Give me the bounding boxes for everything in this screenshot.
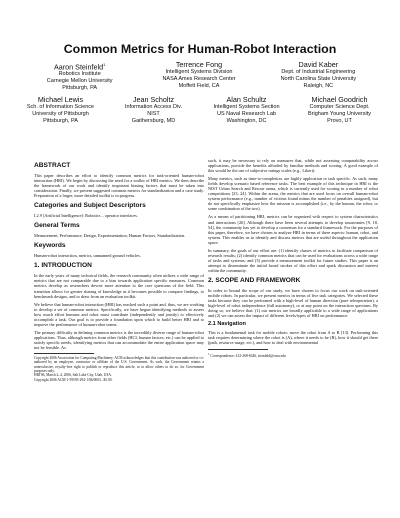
scope-paragraph: In order to bound the scope of our study, we have chosen to focus our work on task-oriented mobile robots. In particular, we present metrics in terms of five task categories. We selected these tasks because they can be performed with a high-level of human direction (pure teleoperation), a high-level of robot independence (full autonomy), or at any point on the interaction spectrum. By doing so, we believe that: (1) our metrics are broadly applicable to a wide range of applications and (2) we can assess the impact of different levels/types of HRI on performance. xyxy=(208,287,378,319)
author-row-1 xyxy=(0,60,400,92)
author-fong xyxy=(139,60,258,92)
categories-heading: Categories and Subject Descriptors xyxy=(34,202,146,210)
author-row-2 xyxy=(0,95,400,125)
navigation-heading: 2.1 Navigation xyxy=(208,321,246,328)
author-affiliation: Information Access Div. xyxy=(124,104,183,111)
author-steinfeld xyxy=(20,60,139,92)
abstract-heading: ABSTRACT xyxy=(34,162,71,169)
permission-notice: Copyright 2006 Association for Computing Machinery. ACM acknowledges that this contribution was authored or co-authored by an employee, contractor or affiliate of the U.S. Government. As such, the Government retains a nonexclusive, royalty-free right to publish or reproduce this article, or to allow others to do so, for Government purposes only. HRI'06, March 2–4, 2006, Salt Lake City, Utah, USA. Copyright 2006 ACM 1-59593-294-1/06/0003...$5.00. xyxy=(34,356,204,382)
body-paragraph: In summary, the goals of our effort are: (1) identify classes of metrics to facilitate comparison of research results; (2) identify common metrics that can be used for evaluations across a wide range of tasks and systems; and (3) provide a measurement toolkit for future studies. This paper is an attempt to disseminate the initial broad strokes of this effort and spark discussion and interest within the community. xyxy=(208,247,378,273)
scope-heading: 2. SCOPE AND FRAMEWORK xyxy=(208,276,301,284)
author-goodrich xyxy=(293,95,386,125)
categories-text: I.2.9 [Artificial Intelligence]: Robotics – operator interfaces. xyxy=(34,213,138,219)
keywords-text: Human-robot interaction, metrics, unmanned ground vehicles. xyxy=(34,253,141,259)
footnote-divider xyxy=(34,353,94,354)
author-name: Terrence Fong xyxy=(175,60,223,69)
author-affiliation: University of Pittsburgh xyxy=(32,111,89,118)
footnote-divider xyxy=(208,349,268,350)
author-name: David Kaber xyxy=(298,60,339,69)
author-schultz xyxy=(200,95,293,125)
author-affiliation: Washington, DC xyxy=(226,118,267,125)
author-kaber xyxy=(259,60,378,92)
introduction-paragraph: We believe that human-robot interaction (HRI) has reached such a point and, thus, we are working to develop a set of common metrics. Specifically, we have begun identifying methods to assess how much effort humans and robot must contribute (independently and jointly) to effectively accomplish a task. Our goal is to provide a foundation upon which to build better HRI and to improve the performance of human-robot teams. xyxy=(34,301,204,327)
introduction-heading: 1. INTRODUCTION xyxy=(34,262,92,270)
abstract-text: This paper describes an effort to identify common metrics for task-oriented human-robot interaction (HRI). We begin by discussing the need for a toolkit of HRI metrics. We then describe the framework of our work and identify important biasing factors that must be taken into consideration. Finally, we present suggested common metrics for standardization and a case study. Preparation of a larger, more detailed toolkit is in progress. xyxy=(34,173,204,199)
author-affiliation: Brigham Young University xyxy=(308,111,371,118)
copyright-line: Copyright 2006 ACM 1-59593-294-1/06/0003...$5.00. xyxy=(34,377,113,382)
introduction-paragraph: The primary difficulty in defining common metrics is the incredibly diverse range of human-robot applications. Thus, although metrics from other fields (HCI, human factors, etc.) can be applied to satisfy specific needs, identifying metrics that can accommodate the entire application space may not be feasible. As xyxy=(34,329,204,350)
body-paragraph: such, it may be necessary to rely on measures that, while not assessing comparability across applications, provide the benefits afforded by familiar methods and scoring. A good example of this would be the use of subjective ratings scales (e.g., Likert). xyxy=(208,158,378,174)
author-affiliation: Robotics Institute xyxy=(58,71,101,78)
author-affiliation: North Carolina State University xyxy=(280,76,357,82)
left-column xyxy=(34,158,204,382)
author-affiliation: NIST xyxy=(147,111,160,118)
author-affiliation: Sch. of Information Science xyxy=(26,104,95,111)
author-affiliation: Raleigh, NC xyxy=(303,83,334,89)
author-name: Michael Lewis xyxy=(37,95,84,105)
general-terms-text: Measurement, Performance, Design, Experimentation, Human Factors, Standardization. xyxy=(34,233,186,239)
author-affiliation: Intelligent Systems Division xyxy=(165,69,233,75)
author-affiliation: Carnegie Mellon University xyxy=(46,78,113,85)
author-name: Jean Scholtz xyxy=(132,95,175,105)
navigation-paragraph: This is a fundamental task for mobile robots: move the robot from A to B [13]. Performing this task requires determining where the robot is (A), where it needs to be (B), how it should get there (path, resource usage, etc.), and how to deal with environmental xyxy=(208,330,378,346)
body-paragraph: As a means of partitioning HRI, metrics can be organized with respect to system characteristics and interactions [26]. Although there have been several attempts to develop taxonomies [9, 18, 54], the community has yet to develop a consensus for a standard framework. For the purposes of this paper, therefore, we have chosen to analyze HRI in terms of three aspects: human, robot, and system. This enables us to identify and discuss metrics that are useful throughout the application space. xyxy=(208,214,378,245)
author-scholtz xyxy=(107,95,200,125)
author-block xyxy=(0,60,400,128)
body-paragraph: Many metrics, such as time-to-completion, are highly application or task specific. As such, many fields develop scenario based reference tasks. The best example of this technique in HRI is the NIST Urban Search and Rescue arena, which is currently used for scoring in a number of robot competitions [23, 24]. Within the arena, the metrics that are used focus on overall human-robot system performance (e.g., number of victims found minus the number of penalties assigned), but do not specifically emphasize how the mission is accomplished (i.e., by the human, the robot, or some combination of the two). xyxy=(208,176,378,212)
right-column xyxy=(208,158,378,359)
author-lewis xyxy=(14,95,107,125)
author-affiliation: Pittsburgh, PA xyxy=(43,118,78,125)
author-affiliation: Pittsburgh, PA xyxy=(62,85,98,92)
author-affiliation: NASA Ames Research Center xyxy=(162,76,236,82)
author-name: Alan Schultz xyxy=(226,95,267,105)
author-affiliation: Intelligent Systems Section xyxy=(213,104,280,111)
keywords-heading: Keywords xyxy=(34,242,66,250)
author-affiliation: Provo, UT xyxy=(327,118,352,125)
author-affiliation: US Naval Research Lab xyxy=(216,111,276,118)
conference-line: HRI'06, March 2–4, 2006, Salt Lake City, Utah, USA. xyxy=(34,373,112,378)
author-affiliation: Dept. of Industrial Engineering xyxy=(281,69,356,75)
author-affiliation: Gaithersburg, MD xyxy=(131,118,176,125)
general-terms-heading: General Terms xyxy=(34,222,80,230)
author-name: Michael Goodrich xyxy=(311,95,368,105)
paper-title: Common Metrics for Human-Robot Interaction xyxy=(63,42,337,56)
correspondence-note: $^1$ Correspondence: 412-268-6346, steinfeld@cmu.edu xyxy=(208,352,286,359)
author-affiliation: Computer Science Dept. xyxy=(309,104,370,111)
author-affiliation: Moffett Field, CA xyxy=(178,83,220,89)
introduction-paragraph: In the early years of many technical fields, the research community often utilizes a wide range of metrics that are not comparable due to a bias towards application specific measures. Common metrics develop as researchers devote more attention to the core questions of the field. This transition allows for greater sharing of knowledge as it becomes possible to compare findings, to benchmark designs, and to draw from an evaluation toolkit. xyxy=(34,273,204,299)
author-name: Aaron Steinfeld$^1$ xyxy=(53,62,106,72)
